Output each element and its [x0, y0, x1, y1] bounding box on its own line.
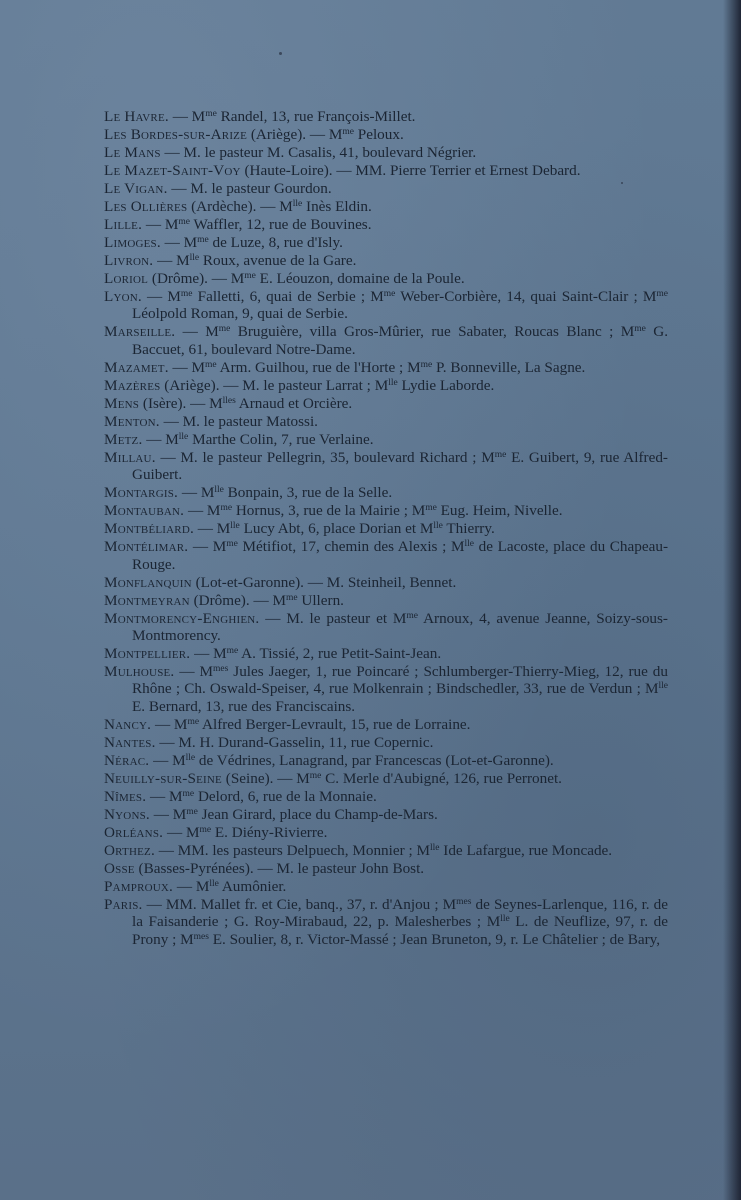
entry-text: — $M^{me}$ Bruguière, villa Gros-Mûrier, rue Sabater, Roucas Blanc ; $M^{me}$ G. Baccuet, 61, boulevard Notre-Dame. — [132, 323, 668, 358]
entry-city: Nérac. — [104, 751, 150, 769]
directory-entry — [104, 377, 668, 394]
directory-entry — [104, 180, 668, 197]
entry-city: Le Havre. — [104, 108, 169, 125]
entry-city: Livron. — [104, 252, 154, 269]
entry-text: — $M^{me}$ Alfred Berger-Levrault, 15, rue de Lorraine. — [151, 715, 471, 733]
entry-city: Nîmes. — [104, 787, 147, 805]
entry-city: Monflanquin — [104, 573, 192, 591]
entry-text: — $M^{me}$ Falletti, 6, quai de Serbie ; $M^{me}$ Weber-Corbière, 14, quai Saint-Clair ; $M^{me}$ Léolpold Roman, 9, quai de Serbie. — [132, 288, 668, 323]
directory-entry — [104, 126, 668, 143]
entry-city: Mulhouse. — [104, 663, 175, 681]
entry-text: (Lot-et-Garonne). — M. Steinheil, Bennet. — [191, 573, 457, 591]
entry-city: Orthez. — [104, 841, 155, 859]
directory-entry — [104, 413, 668, 430]
entry-text: — $M^{me}$ Arm. Guilhou, rue de l'Horte ; $M^{me}$ P. Bonneville, La Sagne. — [168, 358, 586, 376]
entry-text: — M. le pasteur M. Casalis, 41, boulevard Négrier. — [160, 144, 477, 161]
directory-entry — [104, 144, 668, 161]
entry-city: Nantes. — [104, 733, 156, 751]
entry-text: (Drôme). — $M^{me}$ Ullern. — [189, 591, 344, 609]
entry-city: Mens — [104, 394, 140, 412]
entry-city: Les Bordes-sur-Arize — [104, 126, 248, 143]
entry-city: Le Mans — [104, 144, 161, 161]
entry-city: Limoges. — [104, 234, 161, 251]
directory-entry — [104, 645, 668, 662]
entry-text: — $M^{me}$ Randel, 13, rue François-Millet. — [168, 108, 416, 125]
entry-city: Nyons. — [104, 805, 150, 823]
entry-city: Montmeyran — [104, 591, 190, 609]
directory-entry — [104, 842, 668, 859]
entry-text: — $M^{lle}$ Marthe Colin, 7, rue Verlaine. — [142, 430, 374, 448]
entry-city: Lille. — [104, 216, 143, 233]
entry-city: Les Ollières — [104, 198, 188, 215]
entry-text: — MM. Mallet fr. et Cie, banq., 37, r. d'Anjou ; $M^{mes}$ de Seynes-Larlenque, 116, r. de la Faisanderie ; G. Roy-Mirabaud, 22, p. Malesherbes ; $M^{lle}$ L. de Neuflize, 97, r. de Prony ; $M^{mes}$ E. Soulier, 8, r. Victor-Massé ; Jean Bruneton, 9, r. Le Châtelier ; de Bary, — [132, 895, 668, 948]
entry-text: (Haute-Loire). — MM. Pierre Terrier et Ernest Debard. — [240, 162, 581, 179]
directory-entry — [104, 108, 668, 125]
entry-text: — M. H. Durand-Gasselin, 11, rue Copernic. — [155, 733, 434, 751]
entry-text: — M. le pasteur Matossi. — [159, 412, 318, 430]
entry-text: — $M^{me}$ Hornus, 3, rue de la Mairie ; $M^{me}$ Eug. Heim, Nivelle. — [184, 502, 563, 520]
entry-text: — $M^{me}$ de Luze, 8, rue d'Isly. — [160, 234, 343, 251]
directory-entry — [104, 752, 668, 769]
directory-entry — [104, 860, 668, 877]
entry-city: Montargis. — [104, 484, 179, 502]
page-edge-shadow — [723, 0, 741, 1200]
directory-entry — [104, 824, 668, 841]
entry-text: — $M^{me}$ Métifiot, 17, chemin des Alexis ; $M^{lle}$ de Lacoste, place du Chapeau-Rouge. — [132, 538, 668, 573]
entry-text: — $M^{lle}$ Aumônier. — [173, 877, 287, 895]
entry-city: Neuilly-sur-Seine — [104, 769, 222, 787]
entry-city: Lyon. — [104, 288, 142, 305]
entry-city: Montpellier. — [104, 645, 191, 663]
entry-city: Nancy. — [104, 715, 152, 733]
entry-city: Pamproux. — [104, 877, 174, 895]
entry-text: (Seine). — $M^{me}$ C. Merle d'Aubigné, 126, rue Perronet. — [221, 769, 562, 787]
directory-entry — [104, 878, 668, 895]
entry-city: Montbéliard. — [104, 520, 194, 538]
directory-entry — [104, 610, 668, 645]
entry-text: (Ariège). — M. le pasteur Larrat ; $M^{lle}$ Lydie Laborde. — [160, 376, 495, 394]
directory-entry — [104, 896, 668, 948]
entry-city: Mazères — [104, 376, 161, 394]
entry-city: Menton. — [104, 412, 160, 430]
entry-text: — $M^{lle}$ Lucy Abt, 6, place Dorian et $M^{lle}$ Thierry. — [193, 520, 495, 538]
entry-text: — $M^{me}$ Waffler, 12, rue de Bouvines. — [142, 216, 372, 233]
entry-text: — M. le pasteur Pellegrin, 35, boulevard Richard ; $M^{me}$ E. Guibert, 9, rue Alfred-Guibert. — [132, 448, 668, 484]
entry-text: (Ardèche). — $M^{lle}$ Inès Eldin. — [187, 198, 372, 215]
entry-text: (Basses-Pyrénées). — M. le pasteur John Bost. — [134, 859, 425, 877]
directory-entry — [104, 502, 668, 519]
directory-entry — [104, 252, 668, 269]
directory-entry — [104, 663, 668, 715]
entry-text: (Drôme). — $M^{me}$ E. Léouzon, domaine de la Poule. — [148, 270, 465, 287]
entry-text: — MM. les pasteurs Delpuech, Monnier ; $M^{lle}$ Ide Lafargue, rue Moncade. — [154, 841, 613, 859]
entry-text: (Isère). — $M^{lles}$ Arnaud et Orcière. — [139, 394, 353, 412]
directory-entry — [104, 806, 668, 823]
entry-text: — $M^{me}$ E. Diény-Rivierre. — [163, 823, 328, 841]
entry-city: Paris. — [104, 895, 143, 913]
entry-city: Montélimar. — [104, 538, 189, 556]
entry-text: (Ariège). — $M^{me}$ Peloux. — [247, 126, 404, 143]
directory-entry — [104, 234, 668, 251]
entry-city: Mazamet. — [104, 358, 169, 376]
paper-speck — [279, 52, 282, 55]
entry-city: Millau. — [104, 448, 156, 466]
directory-entry — [104, 216, 668, 233]
entry-city: Montauban. — [104, 502, 185, 520]
entry-text: — M. le pasteur et $M^{me}$ Arnoux, 4, avenue Jeanne, Soizy-sous-Montmorency. — [132, 609, 668, 645]
directory-entry — [104, 538, 668, 573]
entry-city: Osse — [104, 859, 135, 877]
entry-text: — $M^{me}$ Jean Girard, place du Champ-de-Mars. — [149, 805, 438, 823]
directory-entry — [104, 574, 668, 591]
directory-entry — [104, 198, 668, 215]
directory-entry — [104, 449, 668, 484]
directory-entry — [104, 288, 668, 323]
entry-city: Orléans. — [104, 823, 164, 841]
entry-text: — $M^{lle}$ Bonpain, 3, rue de la Selle. — [178, 484, 393, 502]
directory-entry — [104, 431, 668, 448]
directory-entry — [104, 734, 668, 751]
entry-text: — M. le pasteur Gourdon. — [167, 180, 332, 197]
entry-text: — $M^{me}$ A. Tissié, 2, rue Petit-Saint-Jean. — [190, 645, 442, 663]
entry-text: — $M^{lle}$ de Védrines, Lanagrand, par Francescas (Lot-et-Garonne). — [149, 751, 554, 769]
entry-city: Loriol — [104, 270, 149, 287]
directory-entry — [104, 788, 668, 805]
directory-entry — [104, 359, 668, 376]
directory-entry — [104, 716, 668, 733]
entry-city: Le Mazet-Saint-Voy — [104, 162, 241, 179]
entry-city: Le Vigan. — [104, 180, 168, 197]
entry-text: — $M^{mes}$ Jules Jaeger, 1, rue Poincaré ; Schlumberger-Thierry-Mieg, 12, rue du Rhône ; Ch. Oswald-Speiser, 4, rue Molkenrain ; Bindschedler, 33, rue de Verdun ; $M^{lle}$ E. Bernard, 13, rue des Franciscains. — [132, 663, 668, 715]
directory-entry — [104, 323, 668, 358]
directory-entry — [104, 484, 668, 501]
entry-text: — $M^{lle}$ Roux, avenue de la Gare. — [153, 252, 357, 269]
directory-entry — [104, 270, 668, 287]
directory-entry — [104, 520, 668, 537]
directory-entry — [104, 770, 668, 787]
entry-city: Marseille. — [104, 323, 176, 341]
entry-text: — $M^{me}$ Delord, 6, rue de la Monnaie. — [146, 787, 377, 805]
directory-entry — [104, 395, 668, 412]
entry-city: Metz. — [104, 430, 143, 448]
directory-entry — [104, 592, 668, 609]
entry-city: Montmorency-Enghien. — [104, 609, 260, 627]
directory-entry — [104, 162, 668, 179]
address-directory — [104, 108, 668, 949]
